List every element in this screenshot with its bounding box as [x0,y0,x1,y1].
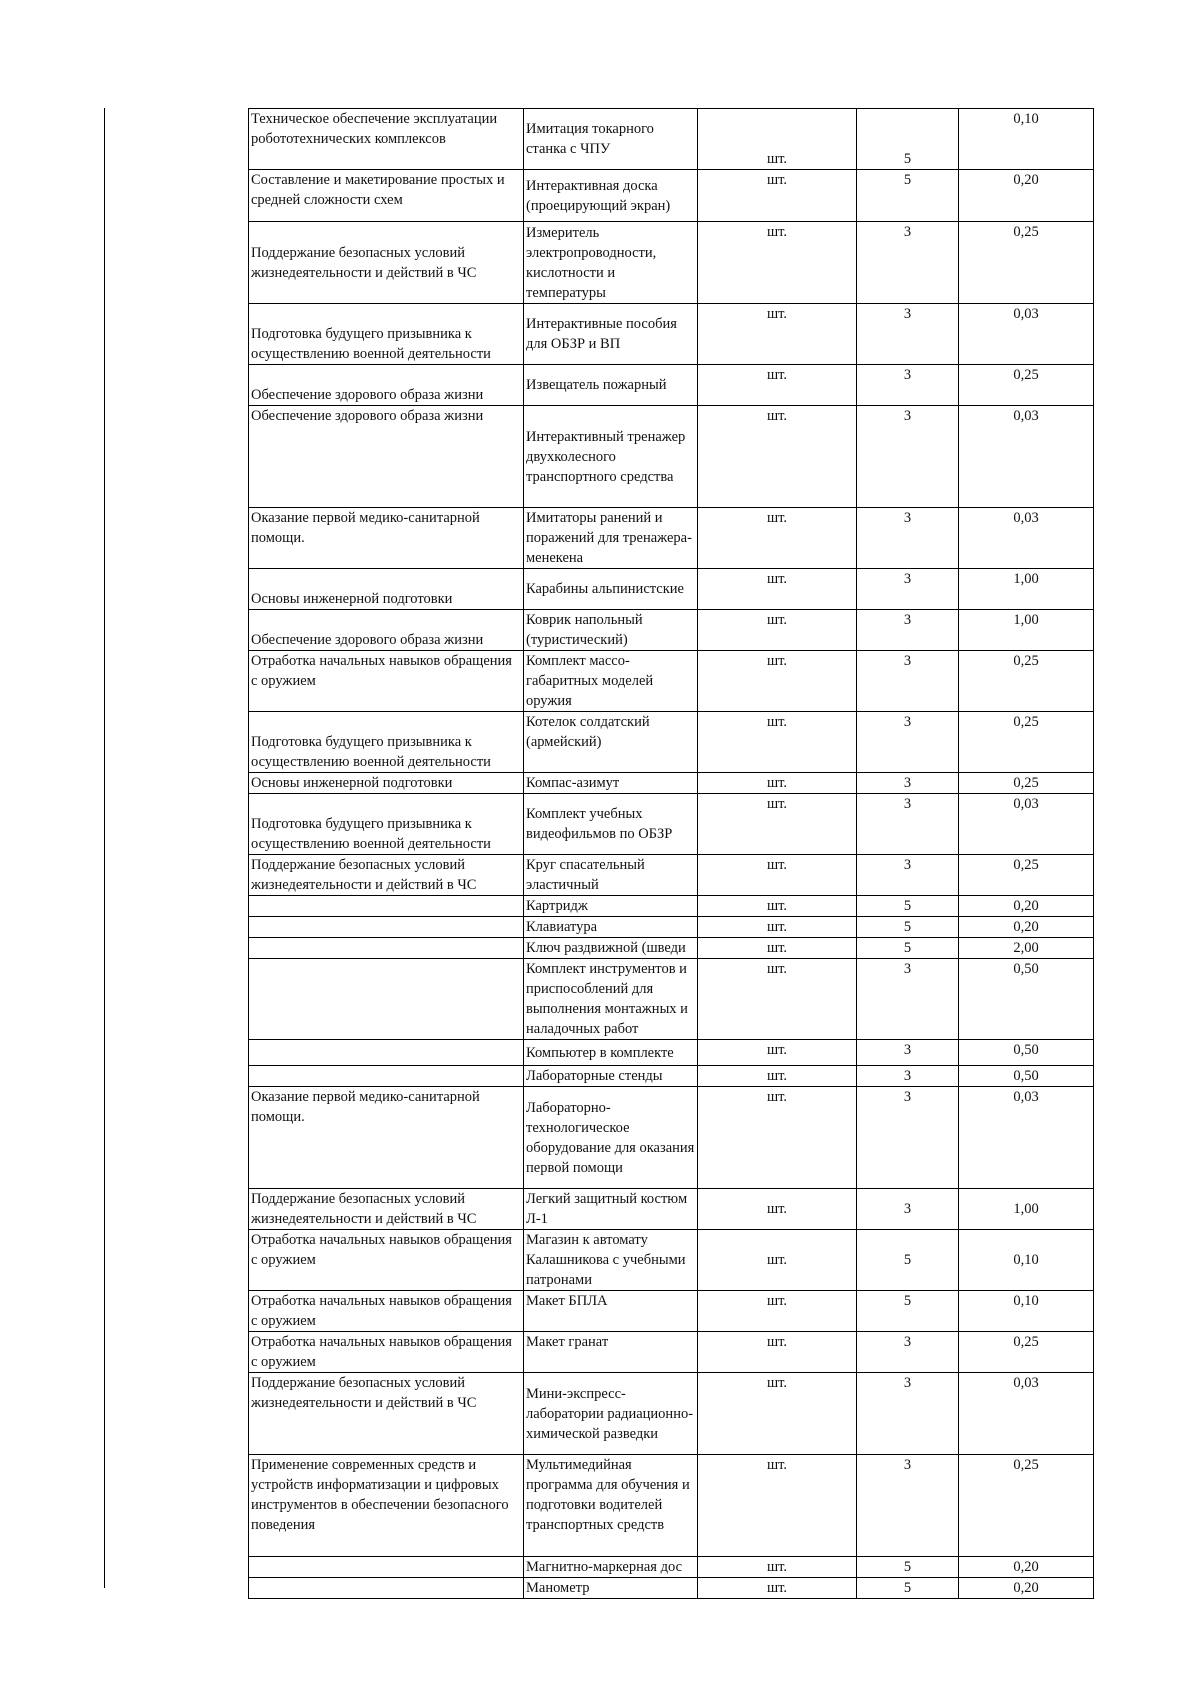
item-cell: Карабины альпинистские [524,569,698,610]
topic-cell [249,1578,524,1599]
table-row [249,109,1094,170]
topic-cell: Поддержание безопасных условий жизнедеятельности и действий в ЧС [249,222,524,304]
norm-cell: 0,25 [959,855,1094,896]
quantity-cell: 3 [857,1373,959,1455]
topic-cell: Техническое обеспечение эксплуатации робототехнических комплексов [249,109,524,170]
topic-cell [249,896,524,917]
topic-cell: Составление и макетирование простых и средней сложности схем [249,170,524,222]
unit-cell: шт. [698,1189,857,1230]
norm-cell: 1,00 [959,610,1094,651]
norm-cell: 0,03 [959,794,1094,855]
item-cell: Манометр [524,1578,698,1599]
quantity-cell: 5 [857,109,959,170]
quantity-cell: 3 [857,610,959,651]
norm-cell: 0,20 [959,917,1094,938]
table-row [249,170,1094,222]
quantity-cell: 3 [857,508,959,569]
quantity-cell: 3 [857,1040,959,1066]
norm-cell: 0,20 [959,1557,1094,1578]
unit-cell: шт. [698,1291,857,1332]
equipment-table [248,108,1094,1599]
norm-cell: 0,25 [959,222,1094,304]
item-cell: Мультимедийная программа для обучения и подготовки водителей транспортных средств [524,1455,698,1557]
quantity-cell: 5 [857,1230,959,1291]
norm-cell: 0,25 [959,651,1094,712]
unit-cell: шт. [698,365,857,406]
item-cell: Имитаторы ранений и поражений для тренажера-менекена [524,508,698,569]
norm-cell: 0,50 [959,1066,1094,1087]
unit-cell: шт. [698,1066,857,1087]
topic-cell: Отработка начальных навыков обращения с оружием [249,651,524,712]
quantity-cell: 3 [857,712,959,773]
quantity-cell: 3 [857,794,959,855]
unit-cell: шт. [698,773,857,794]
unit-cell: шт. [698,1557,857,1578]
item-cell: Мини-экспресс-лаборатории радиационно-химической разведки [524,1373,698,1455]
topic-cell [249,959,524,1040]
topic-cell [249,917,524,938]
unit-cell: шт. [698,1455,857,1557]
item-cell: Комплект учебных видеофильмов по ОБЗР [524,794,698,855]
norm-cell: 0,20 [959,170,1094,222]
quantity-cell: 3 [857,1189,959,1230]
item-cell: Лабораторные стенды [524,1066,698,1087]
table-row [249,959,1094,1040]
quantity-cell: 5 [857,170,959,222]
quantity-cell: 3 [857,304,959,365]
norm-cell: 0,03 [959,508,1094,569]
unit-cell: шт. [698,569,857,610]
table-row [249,508,1094,569]
quantity-cell: 5 [857,917,959,938]
table-row [249,222,1094,304]
norm-cell: 0,25 [959,773,1094,794]
item-cell: Магнитно-маркерная дос [524,1557,698,1578]
topic-cell: Отработка начальных навыков обращения с оружием [249,1291,524,1332]
table-row [249,304,1094,365]
norm-cell: 0,25 [959,365,1094,406]
table-row [249,938,1094,959]
norm-cell: 0,10 [959,109,1094,170]
norm-cell: 0,20 [959,1578,1094,1599]
topic-cell: Поддержание безопасных условий жизнедеятельности и действий в ЧС [249,855,524,896]
quantity-cell: 3 [857,855,959,896]
quantity-cell: 5 [857,1557,959,1578]
quantity-cell: 3 [857,959,959,1040]
unit-cell: шт. [698,508,857,569]
quantity-cell: 5 [857,1578,959,1599]
unit-cell: шт. [698,1230,857,1291]
table-row [249,1557,1094,1578]
topic-cell [249,1040,524,1066]
quantity-cell: 3 [857,365,959,406]
topic-cell: Подготовка будущего призывника к осуществлению военной деятельности [249,712,524,773]
topic-cell: Основы инженерной подготовки [249,773,524,794]
table-row [249,651,1094,712]
unit-cell: шт. [698,610,857,651]
unit-cell: шт. [698,170,857,222]
table-row [249,569,1094,610]
unit-cell: шт. [698,855,857,896]
quantity-cell: 3 [857,1087,959,1189]
unit-cell: шт. [698,222,857,304]
item-cell: Интерактивные пособия для ОБЗР и ВП [524,304,698,365]
table-row [249,794,1094,855]
item-cell: Лабораторно-технологическое оборудование для оказания первой помощи [524,1087,698,1189]
item-cell: Ключ раздвижной (шведи [524,938,698,959]
equipment-table-body [249,109,1094,1599]
item-cell: Интерактивная доска (проецирующий экран) [524,170,698,222]
norm-cell: 0,25 [959,1455,1094,1557]
norm-cell: 0,25 [959,1332,1094,1373]
norm-cell: 0,03 [959,406,1094,508]
norm-cell: 0,03 [959,304,1094,365]
table-row [249,406,1094,508]
item-cell: Компьютер в комплекте [524,1040,698,1066]
norm-cell: 0,50 [959,1040,1094,1066]
table-row [249,1189,1094,1230]
item-cell: Имитация токарного станка с ЧПУ [524,109,698,170]
norm-cell: 0,03 [959,1087,1094,1189]
table-row [249,1040,1094,1066]
item-cell: Комплект массо-габаритных моделей оружия [524,651,698,712]
topic-cell: Подготовка будущего призывника к осуществлению военной деятельности [249,304,524,365]
topic-cell: Поддержание безопасных условий жизнедеятельности и действий в ЧС [249,1373,524,1455]
unit-cell: шт. [698,959,857,1040]
topic-cell: Поддержание безопасных условий жизнедеятельности и действий в ЧС [249,1189,524,1230]
table-row [249,365,1094,406]
table-row [249,1291,1094,1332]
left-margin-line [104,108,105,1588]
quantity-cell: 3 [857,1066,959,1087]
topic-cell: Оказание первой медико-санитарной помощи. [249,1087,524,1189]
norm-cell: 0,03 [959,1373,1094,1455]
quantity-cell: 3 [857,406,959,508]
item-cell: Комплект инструментов и приспособлений для выполнения монтажных и наладочных работ [524,959,698,1040]
table-row [249,855,1094,896]
norm-cell: 0,10 [959,1230,1094,1291]
quantity-cell: 3 [857,222,959,304]
unit-cell: шт. [698,938,857,959]
item-cell: Измеритель электропроводности, кислотности и температуры [524,222,698,304]
item-cell: Макет БПЛА [524,1291,698,1332]
quantity-cell: 3 [857,651,959,712]
table-row [249,712,1094,773]
table-row [249,610,1094,651]
unit-cell: шт. [698,406,857,508]
unit-cell: шт. [698,1332,857,1373]
topic-cell: Подготовка будущего призывника к осуществлению военной деятельности [249,794,524,855]
norm-cell: 2,00 [959,938,1094,959]
unit-cell: шт. [698,712,857,773]
item-cell: Легкий защитный костюм Л-1 [524,1189,698,1230]
table-row [249,1066,1094,1087]
unit-cell: шт. [698,1087,857,1189]
unit-cell: шт. [698,109,857,170]
table-row [249,1230,1094,1291]
item-cell: Компас-азимут [524,773,698,794]
quantity-cell: 5 [857,896,959,917]
item-cell: Круг спасательный эластичный [524,855,698,896]
topic-cell [249,1557,524,1578]
unit-cell: шт. [698,917,857,938]
topic-cell: Обеспечение здорового образа жизни [249,365,524,406]
topic-cell: Основы инженерной подготовки [249,569,524,610]
table-row [249,1373,1094,1455]
unit-cell: шт. [698,1373,857,1455]
item-cell: Магазин к автомату Калашникова с учебными патронами [524,1230,698,1291]
topic-cell: Отработка начальных навыков обращения с оружием [249,1332,524,1373]
table-row [249,1578,1094,1599]
quantity-cell: 5 [857,938,959,959]
item-cell: Макет гранат [524,1332,698,1373]
norm-cell: 1,00 [959,1189,1094,1230]
table-row [249,773,1094,794]
topic-cell: Обеспечение здорового образа жизни [249,610,524,651]
item-cell: Коврик напольный (туристический) [524,610,698,651]
topic-cell [249,938,524,959]
norm-cell: 1,00 [959,569,1094,610]
unit-cell: шт. [698,794,857,855]
topic-cell: Обеспечение здорового образа жизни [249,406,524,508]
unit-cell: шт. [698,1040,857,1066]
item-cell: Картридж [524,896,698,917]
item-cell: Извещатель пожарный [524,365,698,406]
table-row [249,896,1094,917]
norm-cell: 0,50 [959,959,1094,1040]
unit-cell: шт. [698,1578,857,1599]
norm-cell: 0,10 [959,1291,1094,1332]
quantity-cell: 3 [857,1455,959,1557]
item-cell: Котелок солдатский (армейский) [524,712,698,773]
item-cell: Интерактивный тренажер двухколесного транспортного средства [524,406,698,508]
topic-cell: Оказание первой медико-санитарной помощи. [249,508,524,569]
table-row [249,1087,1094,1189]
norm-cell: 0,20 [959,896,1094,917]
unit-cell: шт. [698,304,857,365]
item-cell: Клавиатура [524,917,698,938]
topic-cell: Отработка начальных навыков обращения с оружием [249,1230,524,1291]
norm-cell: 0,25 [959,712,1094,773]
quantity-cell: 3 [857,1332,959,1373]
quantity-cell: 5 [857,1291,959,1332]
table-row [249,1332,1094,1373]
unit-cell: шт. [698,896,857,917]
topic-cell [249,1066,524,1087]
table-row [249,917,1094,938]
topic-cell: Применение современных средств и устройств информатизации и цифровых инструментов в обеспечении безопасного поведения [249,1455,524,1557]
quantity-cell: 3 [857,569,959,610]
table-row [249,1455,1094,1557]
quantity-cell: 3 [857,773,959,794]
unit-cell: шт. [698,651,857,712]
